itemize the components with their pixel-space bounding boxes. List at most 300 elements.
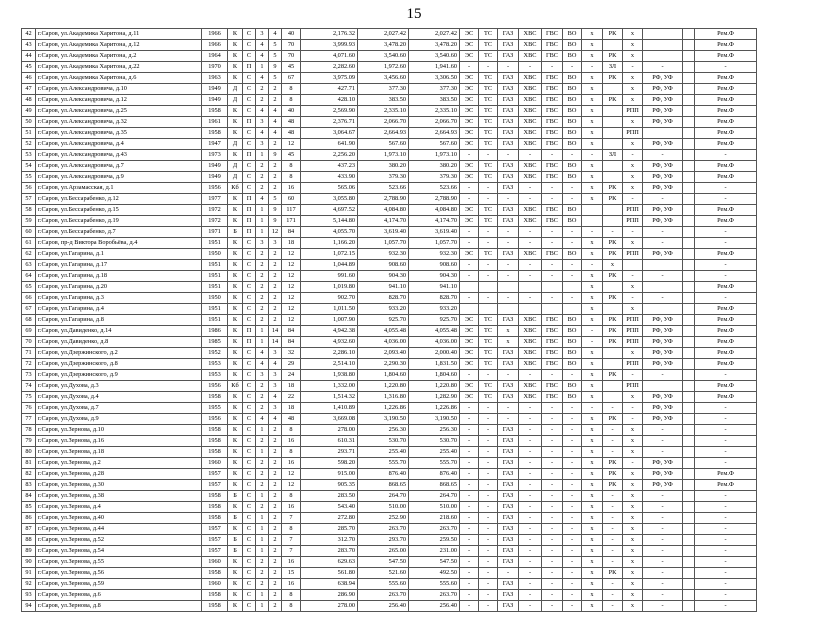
table-cell: 4,036.00	[358, 337, 409, 348]
table-cell	[683, 161, 695, 172]
table-cell	[460, 304, 479, 315]
table-cell: 1958	[202, 601, 228, 612]
table-cell: 1951	[202, 315, 228, 326]
table-cell: г.Саров, ул.Зернова, д.28	[36, 469, 202, 480]
table-cell: 22	[282, 392, 301, 403]
table-cell: -	[695, 238, 757, 249]
table-cell: ХВС	[519, 73, 542, 84]
table-cell	[603, 348, 623, 359]
table-cell: 4	[269, 392, 282, 403]
table-cell: 510.00	[409, 502, 460, 513]
table-cell: г.Саров, ул.Дзержинского, д.9	[36, 370, 202, 381]
table-cell: -	[695, 260, 757, 271]
table-cell: К	[228, 392, 243, 403]
table-cell: С	[243, 469, 256, 480]
table-cell: г.Саров, ул.Духова, д.7	[36, 403, 202, 414]
table-cell: 60	[282, 194, 301, 205]
table-cell: 2	[256, 502, 269, 513]
table-cell: ТС	[479, 359, 498, 370]
table-cell: ГВС	[542, 326, 563, 337]
table-cell: г.Саров, ул.Зернова, д.55	[36, 557, 202, 568]
table-cell: г.Саров, пр-д Виктора Воробьёва, д.4	[36, 238, 202, 249]
table-cell: ЭС	[460, 29, 479, 40]
table-cell: К	[228, 370, 243, 381]
table-cell: П	[243, 205, 256, 216]
table-cell: 2	[269, 183, 282, 194]
table-row	[22, 62, 757, 73]
table-cell	[683, 337, 695, 348]
table-cell: ГАЗ	[498, 29, 519, 40]
table-cell: 1	[256, 205, 269, 216]
table-cell: -	[519, 150, 542, 161]
table-cell: С	[243, 502, 256, 513]
table-cell: -	[643, 579, 683, 590]
table-cell: -	[563, 513, 582, 524]
table-cell: -	[542, 62, 563, 73]
table-cell: 286.90	[301, 590, 358, 601]
table-cell	[603, 161, 623, 172]
table-cell: 49	[22, 106, 36, 117]
table-cell: 1951	[202, 271, 228, 282]
table-cell: -	[542, 194, 563, 205]
table-cell	[683, 513, 695, 524]
table-cell: -	[695, 590, 757, 601]
table-cell: -	[563, 535, 582, 546]
table-cell: 48	[282, 128, 301, 139]
table-cell: 2,664.93	[409, 128, 460, 139]
table-cell	[683, 326, 695, 337]
table-cell: 4	[269, 117, 282, 128]
table-cell: 8	[282, 601, 301, 612]
table-cell: К	[228, 29, 243, 40]
table-cell: 52	[22, 139, 36, 150]
table-cell: 1,332.00	[301, 381, 358, 392]
table-cell: 8	[282, 95, 301, 106]
table-cell: х	[582, 172, 603, 183]
table-cell: 2	[256, 161, 269, 172]
table-cell: 933.20	[358, 304, 409, 315]
table-cell: 1966	[202, 29, 228, 40]
table-cell: 933.20	[409, 304, 460, 315]
table-cell: -	[460, 601, 479, 612]
table-cell: ГАЗ	[498, 425, 519, 436]
table-cell: 8	[282, 84, 301, 95]
table-cell: г.Саров, ул.Дзержинского, д.2	[36, 348, 202, 359]
table-cell: 78	[22, 425, 36, 436]
table-cell: 1958	[202, 436, 228, 447]
table-cell: -	[695, 502, 757, 513]
table-cell: РФ, УФ	[643, 139, 683, 150]
table-cell: ГВС	[542, 40, 563, 51]
table-cell: ГВС	[542, 172, 563, 183]
table-cell: -	[519, 62, 542, 73]
table-cell: -	[460, 557, 479, 568]
table-cell: 1,220.80	[358, 381, 409, 392]
table-cell: 1949	[202, 95, 228, 106]
table-cell: 12	[282, 249, 301, 260]
table-cell: ВО	[563, 139, 582, 150]
table-cell	[683, 546, 695, 557]
table-cell: ГВС	[542, 161, 563, 172]
table-row	[22, 491, 757, 502]
table-cell: 377.30	[409, 84, 460, 95]
table-cell: С	[243, 304, 256, 315]
table-cell: 16	[282, 557, 301, 568]
table-cell: -	[460, 447, 479, 458]
table-cell: 1958	[202, 106, 228, 117]
table-cell: РК	[603, 51, 623, 62]
table-cell	[683, 150, 695, 161]
table-cell: -	[563, 469, 582, 480]
table-row	[22, 172, 757, 183]
table-cell: 2	[256, 568, 269, 579]
table-cell	[683, 590, 695, 601]
table-cell: ХВС	[519, 326, 542, 337]
table-cell: -	[542, 579, 563, 590]
table-cell: ХВС	[519, 139, 542, 150]
table-cell: К	[228, 425, 243, 436]
table-cell: г.Саров, ул.Александровича, д.7	[36, 161, 202, 172]
table-cell: ЭС	[460, 117, 479, 128]
table-cell: 555.60	[409, 579, 460, 590]
table-cell: -	[563, 227, 582, 238]
table-cell: К	[228, 117, 243, 128]
table-cell: х	[582, 194, 603, 205]
table-cell: 3,999.93	[301, 40, 358, 51]
table-cell: -	[563, 150, 582, 161]
table-cell: 72	[22, 359, 36, 370]
table-cell	[683, 216, 695, 227]
table-cell: г.Саров, ул.Дзержинского, д.8	[36, 359, 202, 370]
table-cell: П	[243, 326, 256, 337]
table-cell: 1949	[202, 161, 228, 172]
table-cell: С	[243, 579, 256, 590]
table-cell: г.Саров, ул.Зернова, д.30	[36, 480, 202, 491]
table-cell: ТС	[479, 216, 498, 227]
table-cell: 45	[22, 62, 36, 73]
table-cell: 427.71	[301, 84, 358, 95]
table-cell: К	[228, 348, 243, 359]
table-cell: С	[243, 139, 256, 150]
table-cell: 1960	[202, 557, 228, 568]
table-cell: 598.20	[301, 458, 358, 469]
table-cell: г.Саров, ул.Зернова, д.59	[36, 579, 202, 590]
table-cell: -	[623, 458, 643, 469]
table-cell: -	[519, 271, 542, 282]
table-cell: 16	[282, 502, 301, 513]
table-cell: -	[542, 491, 563, 502]
table-cell: К	[228, 216, 243, 227]
table-cell: 4	[256, 194, 269, 205]
table-cell: х	[623, 524, 643, 535]
table-cell: ВО	[563, 84, 582, 95]
table-cell: -	[498, 150, 519, 161]
table-cell: -	[643, 502, 683, 513]
table-cell: 18	[282, 381, 301, 392]
table-cell: 1960	[202, 458, 228, 469]
table-cell: г.Саров, ул.Бессарабенко, д.19	[36, 216, 202, 227]
table-cell: С	[243, 403, 256, 414]
table-cell: -	[582, 227, 603, 238]
table-cell: 1,057.70	[409, 238, 460, 249]
table-cell: ТС	[479, 348, 498, 359]
table-cell: П	[243, 227, 256, 238]
table-cell: -	[479, 150, 498, 161]
table-cell: 83	[22, 480, 36, 491]
table-cell: г.Саров, ул.Зернова, д.16	[36, 436, 202, 447]
table-cell: ГАЗ	[498, 436, 519, 447]
table-cell: -	[582, 337, 603, 348]
table-cell: -	[460, 480, 479, 491]
table-cell: 1956	[202, 381, 228, 392]
table-cell: г.Саров, ул.Академика Харитона, д.11	[36, 29, 202, 40]
table-cell: г.Саров, ул.Бессарабенко, д.12	[36, 194, 202, 205]
table-cell: 259.50	[409, 535, 460, 546]
table-cell: -	[695, 227, 757, 238]
table-cell: РФ, УФ	[643, 414, 683, 425]
table-cell: -	[563, 62, 582, 73]
table-cell: 1	[256, 425, 269, 436]
table-cell	[683, 293, 695, 304]
table-row	[22, 139, 757, 150]
table-cell: х	[582, 117, 603, 128]
table-cell: К	[228, 414, 243, 425]
table-cell: К	[228, 502, 243, 513]
table-cell: 4	[256, 106, 269, 117]
table-cell: -	[479, 238, 498, 249]
table-cell: 60	[22, 227, 36, 238]
table-cell: РФ, УФ	[643, 216, 683, 227]
table-cell: 76	[22, 403, 36, 414]
table-cell: х	[623, 95, 643, 106]
table-cell: -	[519, 260, 542, 271]
table-cell: х	[582, 161, 603, 172]
table-cell: ГВС	[542, 216, 563, 227]
table-cell	[498, 282, 519, 293]
table-cell: 4	[256, 348, 269, 359]
table-cell: РК	[603, 326, 623, 337]
table-cell: РФ, УФ	[643, 469, 683, 480]
table-cell: 2	[256, 293, 269, 304]
table-cell: -	[582, 150, 603, 161]
table-cell: ГАЗ	[498, 579, 519, 590]
table-cell: РФ, УФ	[643, 392, 683, 403]
table-row	[22, 337, 757, 348]
table-cell: -	[563, 447, 582, 458]
table-cell: 94	[22, 601, 36, 612]
table-cell: 565.06	[301, 183, 358, 194]
table-cell: 1958	[202, 491, 228, 502]
table-cell: Рем.Ф	[695, 392, 757, 403]
table-cell: 2	[269, 480, 282, 491]
table-cell: 8	[282, 524, 301, 535]
table-cell: 1947	[202, 139, 228, 150]
table-cell: 2	[269, 95, 282, 106]
table-cell: 876.40	[358, 469, 409, 480]
table-cell: ЭС	[460, 172, 479, 183]
table-cell: Рем.Ф	[695, 73, 757, 84]
table-cell: ТС	[479, 106, 498, 117]
table-cell: -	[519, 238, 542, 249]
table-cell: 1958	[202, 128, 228, 139]
table-cell: 264.70	[358, 491, 409, 502]
table-cell: 263.70	[358, 524, 409, 535]
table-cell: К	[228, 337, 243, 348]
table-cell: 904.30	[358, 271, 409, 282]
table-cell: ЭС	[460, 326, 479, 337]
table-cell: -	[542, 260, 563, 271]
table-cell: 638.94	[301, 579, 358, 590]
table-cell: -	[479, 502, 498, 513]
table-cell: -	[460, 491, 479, 502]
table-cell: 4	[269, 128, 282, 139]
table-cell: -	[479, 557, 498, 568]
table-cell: 543.40	[301, 502, 358, 513]
table-cell: 379.30	[358, 172, 409, 183]
table-cell: 293.70	[358, 535, 409, 546]
table-row	[22, 150, 757, 161]
table-cell: 1	[256, 337, 269, 348]
table-cell: г.Саров, ул.Гагарина, д.8	[36, 315, 202, 326]
table-cell: -	[542, 183, 563, 194]
table-cell: 1972	[202, 216, 228, 227]
table-cell: 1,011.50	[301, 304, 358, 315]
table-cell: 12	[282, 293, 301, 304]
table-cell	[683, 29, 695, 40]
table-cell: 14	[269, 326, 282, 337]
table-cell: 1957	[202, 469, 228, 480]
table-cell: ГАЗ	[498, 546, 519, 557]
table-cell: -	[643, 425, 683, 436]
table-cell: ТС	[479, 128, 498, 139]
table-cell: 908.60	[409, 260, 460, 271]
table-cell: 530.70	[409, 436, 460, 447]
table-cell: -	[563, 194, 582, 205]
table-cell: г.Саров, ул.Александровича, д.9	[36, 172, 202, 183]
table-cell: -	[695, 513, 757, 524]
table-cell: 2	[269, 271, 282, 282]
table-cell: 383.50	[358, 95, 409, 106]
table-cell: ВО	[563, 392, 582, 403]
table-cell: 5	[269, 40, 282, 51]
table-cell: 75	[22, 392, 36, 403]
table-cell: 63	[22, 260, 36, 271]
table-cell: ТС	[479, 326, 498, 337]
table-cell: -	[563, 260, 582, 271]
table-cell: 1	[256, 535, 269, 546]
table-cell: 3	[256, 29, 269, 40]
table-cell: х	[623, 29, 643, 40]
table-cell: ВО	[563, 249, 582, 260]
table-cell: ГАЗ	[498, 249, 519, 260]
table-cell: 70	[282, 51, 301, 62]
table-cell: -	[460, 568, 479, 579]
table-cell: ЭС	[460, 392, 479, 403]
table-cell: С	[243, 458, 256, 469]
table-cell: Д	[228, 95, 243, 106]
table-cell: -	[603, 513, 623, 524]
table-cell: 256.40	[358, 601, 409, 612]
table-cell: 82	[22, 469, 36, 480]
table-cell: -	[519, 546, 542, 557]
table-cell: С	[243, 546, 256, 557]
table-cell: г.Саров, ул.Зернова, д.40	[36, 513, 202, 524]
table-cell: 69	[22, 326, 36, 337]
table-cell: 67	[282, 73, 301, 84]
table-cell: К	[228, 194, 243, 205]
table-cell	[683, 436, 695, 447]
table-cell: ЭС	[460, 128, 479, 139]
table-cell: К	[228, 128, 243, 139]
table-cell: 2	[269, 436, 282, 447]
table-cell: 12	[282, 271, 301, 282]
table-cell: 437.23	[301, 161, 358, 172]
table-cell: х	[582, 590, 603, 601]
table-cell: -	[623, 227, 643, 238]
table-cell: 3,540.60	[409, 51, 460, 62]
table-cell: 1,007.90	[301, 315, 358, 326]
table-cell: 2	[269, 524, 282, 535]
table-cell: -	[519, 535, 542, 546]
table-cell: -	[519, 227, 542, 238]
table-cell: х	[623, 568, 643, 579]
table-cell: -	[479, 293, 498, 304]
table-cell: РФ, УФ	[643, 480, 683, 491]
table-cell: 2	[269, 260, 282, 271]
table-cell: г.Саров, ул.Александровича, д.35	[36, 128, 202, 139]
table-cell: ВО	[563, 95, 582, 106]
table-cell: -	[498, 414, 519, 425]
table-cell	[603, 139, 623, 150]
table-cell: г.Саров, ул.Гагарина, д.3	[36, 293, 202, 304]
table-cell: 530.70	[358, 436, 409, 447]
table-cell: ГВС	[542, 392, 563, 403]
table-cell: 2	[256, 579, 269, 590]
table-row	[22, 458, 757, 469]
table-cell: ВО	[563, 29, 582, 40]
table-cell: 1,226.86	[358, 403, 409, 414]
table-cell: -	[479, 271, 498, 282]
table-cell: ЭС	[460, 161, 479, 172]
table-cell: 4	[269, 106, 282, 117]
table-cell: -	[695, 183, 757, 194]
table-cell: 44	[22, 51, 36, 62]
table-cell: 1,973.10	[409, 150, 460, 161]
table-cell: -	[643, 535, 683, 546]
table-cell	[683, 568, 695, 579]
table-cell: 1970	[202, 62, 228, 73]
table-cell: 2	[269, 249, 282, 260]
table-cell: 377.30	[358, 84, 409, 95]
table-cell: -	[542, 524, 563, 535]
table-cell: г.Саров, ул.Александровича, д.12	[36, 95, 202, 106]
table-cell: 1971	[202, 227, 228, 238]
table-cell: х	[623, 304, 643, 315]
table-cell: -	[479, 370, 498, 381]
table-cell: ГВС	[542, 359, 563, 370]
table-cell: 2,256.20	[301, 150, 358, 161]
table-cell: 1,410.89	[301, 403, 358, 414]
table-cell: -	[479, 458, 498, 469]
table-cell: ВО	[563, 106, 582, 117]
table-cell: -	[519, 469, 542, 480]
table-cell: 8	[282, 172, 301, 183]
table-cell: х	[582, 491, 603, 502]
table-cell: 9	[269, 205, 282, 216]
table-cell: ЭС	[460, 40, 479, 51]
table-cell: 2	[256, 304, 269, 315]
table-cell: -	[695, 491, 757, 502]
